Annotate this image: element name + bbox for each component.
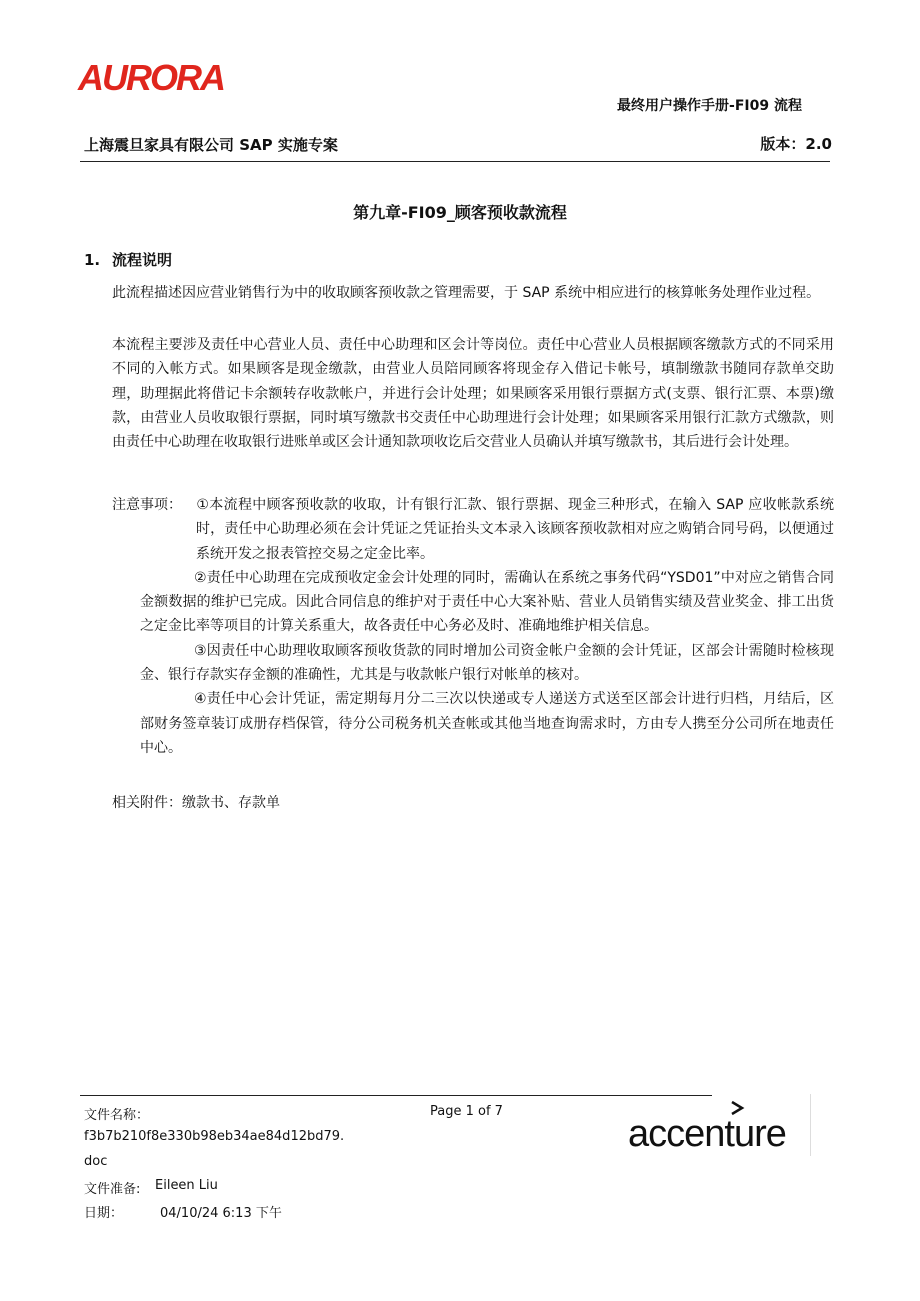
header-divider (80, 161, 830, 162)
section-heading (84, 249, 172, 270)
chapter-title: 第九章-FI09_顾客预收款流程 (353, 203, 567, 222)
file-name-line: f3b7b210f8e330b98eb34ae84d12bd79. (84, 1129, 345, 1144)
version-label: 版本：2.0 (760, 135, 832, 153)
date-label: 日期： (84, 1206, 124, 1221)
aurora-logo (78, 57, 224, 98)
note-item-2: ②责任中心助理在完成预收定金会计处理的同时，需确认在系统之事务代码“YSD01”中对应之销售合同金额数据的维护已完成。因此合同信息的维护对于责任中心大案补贴、营业人员销售实绩及营业奖金、排工出货之定金比率等项目的计算关系重大，故各责任中心务必及时、准确地维护相关信息。 (140, 569, 834, 635)
accenture-logo (624, 1094, 814, 1156)
company-project: 上海震旦家具有限公司 SAP 实施专案 (84, 136, 338, 154)
file-name-line: doc (84, 1154, 108, 1169)
section-title: 流程说明 (112, 251, 173, 269)
note-item-3: ③因责任中心助理收取顾客预收货款的同时增加公司资金帐户金额的会计凭证，区部会计需随时检核现金、银行存款实存金额的准确性，尤其是与收款帐户银行对帐单的核对。 (140, 642, 834, 684)
notes-block (112, 493, 834, 760)
manual-title: 最终用户操作手册-FI09 流程 (617, 98, 802, 114)
attachments: 相关附件：缴款书、存款单 (112, 795, 280, 811)
note-item-1 (112, 493, 834, 566)
notes-label: 注意事项： (112, 497, 182, 513)
note-text: ①本流程中顾客预收款的收取，计有银行汇款、银行票据、现金三种形式，在输入 SAP 应收帐款系统时，责任中心助理必须在会计凭证之凭证抬头文本录入该顾客预收款相对应之购销合同号码，以便通过系统开发之报表管控交易之定金比率。 (196, 497, 834, 562)
page-number: Page 1 of 7 (430, 1104, 503, 1119)
footer-divider (80, 1095, 712, 1096)
paragraph: 此流程描述因应营业销售行为中的收取顾客预收款之管理需要，于 SAP 系统中相应进行的核算帐务处理作业过程。 (112, 285, 821, 301)
date-value: 04/10/24 6:13 下午 (160, 1206, 282, 1221)
prepared-label: 文件准备: (84, 1182, 141, 1197)
note-item-4: ④责任中心会计凭证，需定期每月分二三次以快递或专人递送方式送至区部会计进行归档，月结后，区部财务签章装订成册存档保管，待分公司税务机关查帐或其他当地查询需求时，方由专人携至分公司所在地责任中心。 (140, 691, 834, 756)
paragraph: 本流程主要涉及责任中心营业人员、责任中心助理和区会计等岗位。责任中心营业人员根据顾客缴款方式的不同采用不同的入帐方式。如果顾客是现金缴款，由营业人员陪同顾客将现金存入借记卡帐号，填制缴款书随同存款单交助理，助理据此将借记卡余额转存收款帐户，并进行会计处理；如果顾客采用银行票据方式(支票、银行汇票、本票)缴款，由营业人员收取银行票据，同时填写缴款书交责任中心助理进行会计处理；如果顾客采用银行汇款方式缴款，则由责任中心助理在收取银行进账单或区会计通知款项收讫后交营业人员确认并填写缴款书，其后进行会计处理。 (112, 337, 834, 451)
prepared-by: Eileen Liu (155, 1178, 218, 1193)
accenture-logo-text: accenture (628, 1113, 786, 1155)
section-number: 1. (84, 251, 101, 269)
aurora-logo-text: AURORA (78, 57, 224, 98)
file-name-label: 文件名称： (84, 1108, 150, 1123)
